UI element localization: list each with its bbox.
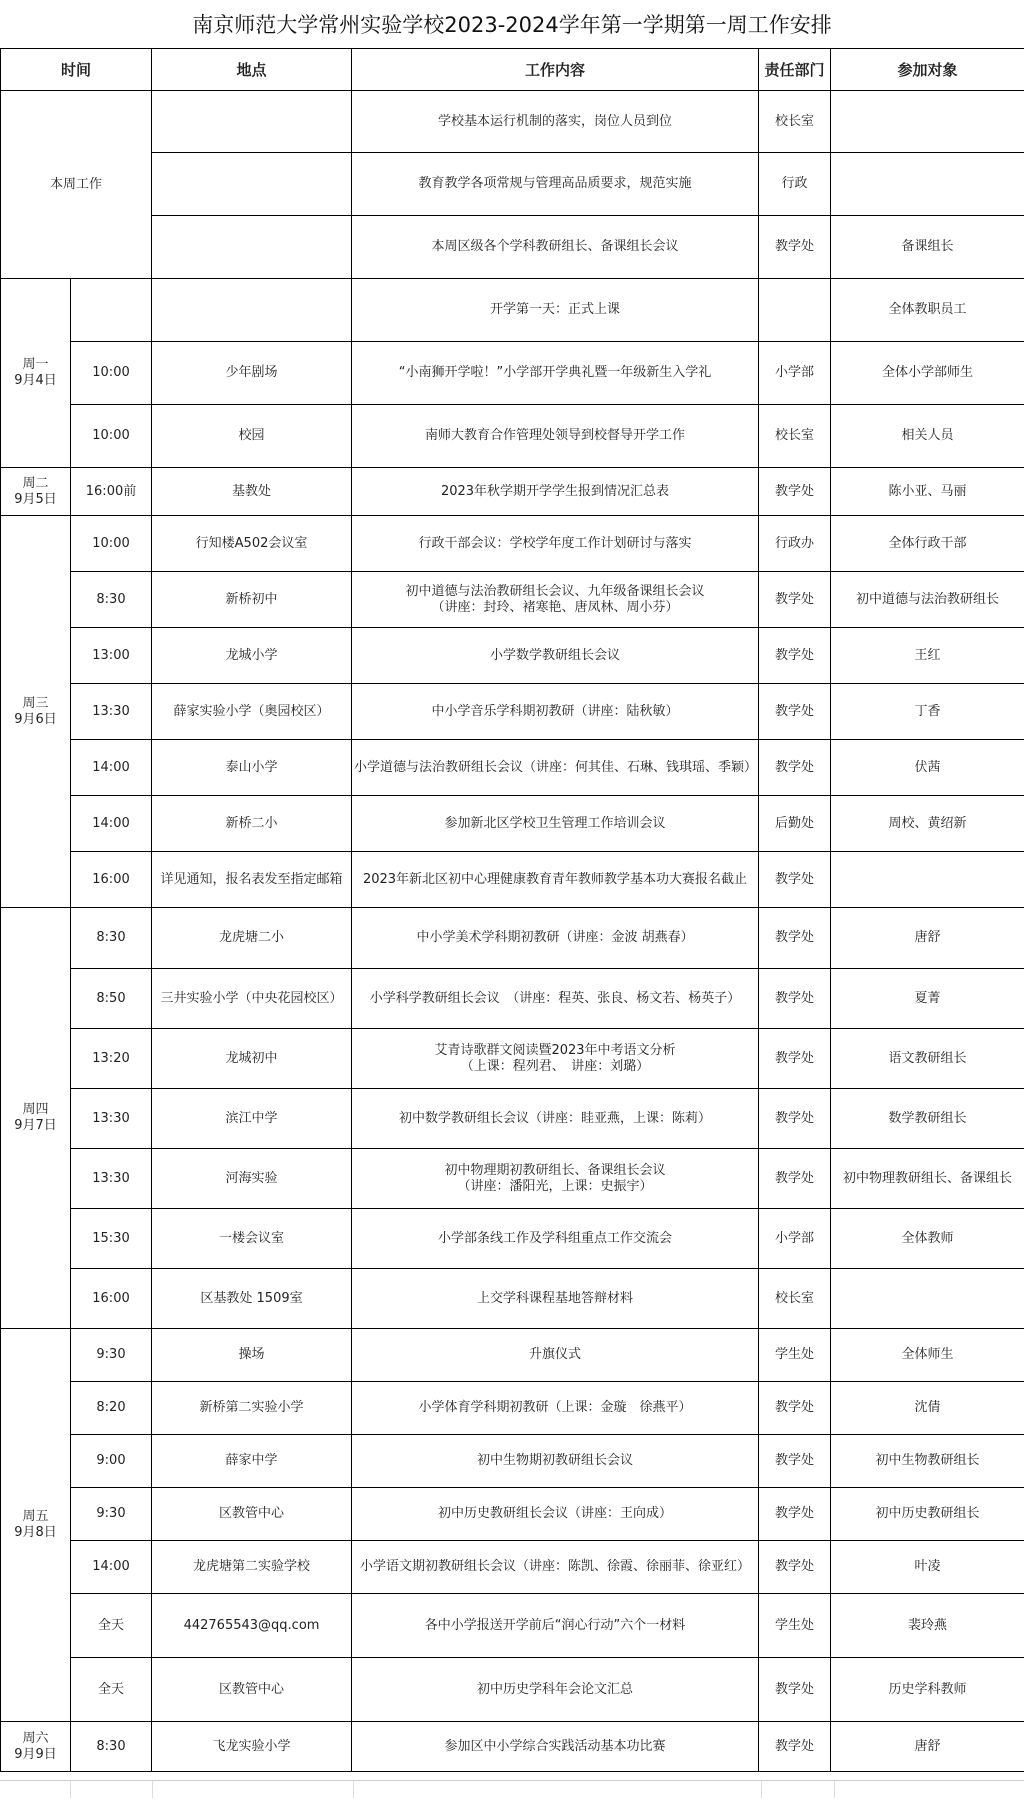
dept-cell: 教学处 [759,572,831,628]
location-cell: 龙虎塘二小 [152,908,352,969]
time-cell: 10:00 [71,516,152,572]
location-cell: 操场 [152,1329,352,1382]
time-cell: 13:20 [71,1029,152,1089]
table-row [1,852,1024,908]
dept-cell: 学生处 [759,1594,831,1658]
dept-cell: 行政 [759,153,831,216]
dept-cell: 学生处 [759,1329,831,1382]
dept-cell: 小学部 [759,342,831,405]
content-cell: 本周区级各个学科教研组长、备课组长会议 [352,216,759,279]
table-row [1,1149,1024,1209]
table-row [1,468,1024,516]
location-cell [152,91,352,153]
time-cell: 14:00 [71,1541,152,1594]
participants-cell [831,91,1024,153]
participants-cell: 夏菁 [831,969,1024,1029]
participants-cell: 全体师生 [831,1329,1024,1382]
table-row [1,908,1024,969]
location-cell [152,153,352,216]
location-cell: 区教管中心 [152,1488,352,1541]
location-cell: 详见通知，报名表发至指定邮箱 [152,852,352,908]
participants-cell: 丁香 [831,684,1024,740]
content-cell: 小学科学教研组长会议 （讲座：程英、张良、杨文若、杨英子） [352,969,759,1029]
table-row [1,1658,1024,1722]
day-label-cell: 周二 9月5日 [1,468,71,516]
participants-cell: 陈小亚、马丽 [831,468,1024,516]
participants-cell: 初中生物教研组长 [831,1435,1024,1488]
location-cell: 行知楼A502会议室 [152,516,352,572]
content-cell: 初中生物期初教研组长会议 [352,1435,759,1488]
table-row [1,796,1024,852]
location-cell: 飞龙实验小学 [152,1722,352,1772]
table-row [1,279,1024,342]
participants-cell: 王红 [831,628,1024,684]
content-cell: 中小学音乐学科期初教研（讲座：陆秋敏） [352,684,759,740]
content-cell: 小学道德与法治教研组长会议（讲座：何其佳、石琳、钱琪瑶、季颖） [352,740,759,796]
table-row [1,740,1024,796]
dept-cell: 教学处 [759,1029,831,1089]
dept-cell: 教学处 [759,684,831,740]
participants-cell: 初中物理教研组长、备课组长 [831,1149,1024,1209]
dept-cell: 教学处 [759,1149,831,1209]
content-cell: 小学数学教研组长会议 [352,628,759,684]
time-cell: 8:50 [71,969,152,1029]
participants-cell: 备课组长 [831,216,1024,279]
day-label-cell: 周三 9月6日 [1,516,71,908]
table-row [1,628,1024,684]
location-cell: 区基教处 1509室 [152,1269,352,1329]
participants-cell: 全体教职员工 [831,279,1024,342]
content-cell: 初中物理期初教研组长、备课组长会议 （讲座：潘阳光，上课：史振宇） [352,1149,759,1209]
participants-cell: 唐舒 [831,908,1024,969]
content-cell: 开学第一天：正式上课 [352,279,759,342]
table-row [1,1541,1024,1594]
location-cell: 龙虎塘第二实验学校 [152,1541,352,1594]
time-cell: 10:00 [71,405,152,468]
content-cell: 参加区中小学综合实践活动基本功比赛 [352,1722,759,1772]
time-cell: 16:00 [71,1269,152,1329]
participants-cell: 叶凌 [831,1541,1024,1594]
time-cell: 8:30 [71,1722,152,1772]
dept-cell: 教学处 [759,969,831,1029]
dept-cell: 教学处 [759,216,831,279]
location-cell: 三井实验小学（中央花园校区） [152,969,352,1029]
participants-cell: 周校、黄绍新 [831,796,1024,852]
table-row [1,405,1024,468]
location-cell: 龙城初中 [152,1029,352,1089]
location-cell: 442765543@qq.com [152,1594,352,1658]
location-cell [152,216,352,279]
content-cell: 2023年新北区初中心理健康教育青年教师教学基本功大赛报名截止 [352,852,759,908]
participants-cell: 裴玲燕 [831,1594,1024,1658]
content-cell: 小学语文期初教研组长会议（讲座：陈凯、徐霞、徐丽菲、徐亚红） [352,1541,759,1594]
week-label-cell: 本周工作 [1,91,152,279]
time-cell: 13:30 [71,1089,152,1149]
content-cell: 中小学美术学科期初教研（讲座：金波 胡燕春） [352,908,759,969]
participants-cell: 历史学科教师 [831,1658,1024,1722]
table-row [1,153,1024,216]
header-row [1,49,1024,91]
participants-cell: 初中道德与法治教研组长 [831,572,1024,628]
participants-cell: 相关人员 [831,405,1024,468]
dept-cell: 小学部 [759,1209,831,1269]
participants-cell: 数学教研组长 [831,1089,1024,1149]
header-participants: 参加对象 [831,49,1024,91]
content-cell: 上交学科课程基地答辩材料 [352,1269,759,1329]
header-time: 时间 [1,49,152,91]
content-cell: 南师大教育合作管理处领导到校督导开学工作 [352,405,759,468]
participants-cell: 全体行政干部 [831,516,1024,572]
participants-cell [831,1269,1024,1329]
dept-cell: 教学处 [759,468,831,516]
dept-cell: 校长室 [759,1269,831,1329]
location-cell: 少年剧场 [152,342,352,405]
time-cell: 9:30 [71,1329,152,1382]
dept-cell: 校长室 [759,405,831,468]
participants-cell: 沈倩 [831,1382,1024,1435]
time-cell: 14:00 [71,796,152,852]
page-title: 南京师范大学常州实验学校2023-2024学年第一学期第一周工作安排 [0,0,1024,48]
location-cell: 薛家中学 [152,1435,352,1488]
table-row [1,572,1024,628]
table-row [1,1488,1024,1541]
participants-cell: 全体教师 [831,1209,1024,1269]
location-cell: 薛家实验小学（奥园校区） [152,684,352,740]
time-cell: 16:00前 [71,468,152,516]
table-row [1,1029,1024,1089]
participants-cell [831,153,1024,216]
table-row [1,516,1024,572]
table-row [1,969,1024,1029]
dept-cell: 教学处 [759,852,831,908]
location-cell: 一楼会议室 [152,1209,352,1269]
content-cell: 教育教学各项常规与管理高品质要求，规范实施 [352,153,759,216]
dept-cell: 教学处 [759,1488,831,1541]
dept-cell: 教学处 [759,628,831,684]
location-cell: 基教处 [152,468,352,516]
time-cell: 16:00 [71,852,152,908]
table-row [1,91,1024,153]
time-cell: 13:00 [71,628,152,684]
dept-cell: 行政办 [759,516,831,572]
time-cell: 全天 [71,1658,152,1722]
content-cell: 升旗仪式 [352,1329,759,1382]
content-cell: 初中数学教研组长会议（讲座：眭亚燕，上课：陈莉） [352,1089,759,1149]
table-row [1,1269,1024,1329]
location-cell: 滨江中学 [152,1089,352,1149]
participants-cell: 唐舒 [831,1722,1024,1772]
content-cell: 初中道德与法治教研组长会议、九年级备课组长会议 （讲座：封玲、褚寒艳、唐凤林、周小芬） [352,572,759,628]
table-row [1,216,1024,279]
time-cell: 14:00 [71,740,152,796]
time-cell: 8:30 [71,572,152,628]
dept-cell [759,279,831,342]
location-cell: 龙城小学 [152,628,352,684]
content-cell: 小学体育学科期初教研（上课：金璇 徐燕平） [352,1382,759,1435]
content-cell: 学校基本运行机制的落实，岗位人员到位 [352,91,759,153]
time-cell: 全天 [71,1594,152,1658]
dept-cell: 教学处 [759,1089,831,1149]
content-cell: 艾青诗歌群文阅读暨2023年中考语文分析 （上课：程列君、 讲座：刘璐） [352,1029,759,1089]
time-cell: 10:00 [71,342,152,405]
time-cell [71,279,152,342]
participants-cell: 全体小学部师生 [831,342,1024,405]
table-row [1,1594,1024,1658]
dept-cell: 教学处 [759,1658,831,1722]
day-label-cell: 周一 9月4日 [1,279,71,468]
content-cell: 行政干部会议：学校学年度工作计划研讨与落实 [352,516,759,572]
dept-cell: 教学处 [759,1541,831,1594]
dept-cell: 教学处 [759,740,831,796]
table-row [1,1089,1024,1149]
day-label-cell: 周六 9月9日 [1,1722,71,1772]
location-cell: 校园 [152,405,352,468]
participants-cell [831,852,1024,908]
location-cell: 新桥第二实验小学 [152,1382,352,1435]
schedule-table [0,48,1024,1772]
table-row [1,684,1024,740]
location-cell: 新桥二小 [152,796,352,852]
header-content: 工作内容 [352,49,759,91]
location-cell: 区教管中心 [152,1658,352,1722]
content-cell: “小南狮开学啦！”小学部开学典礼暨一年级新生入学礼 [352,342,759,405]
content-cell: 初中历史学科年会论文汇总 [352,1658,759,1722]
time-cell: 15:30 [71,1209,152,1269]
table-row [1,1722,1024,1772]
day-label-cell: 周四 9月7日 [1,908,71,1329]
dept-cell: 教学处 [759,1722,831,1772]
content-cell: 小学部条线工作及学科组重点工作交流会 [352,1209,759,1269]
header-location: 地点 [152,49,352,91]
participants-cell: 伏茜 [831,740,1024,796]
table-row [1,1382,1024,1435]
content-cell: 2023年秋学期开学学生报到情况汇总表 [352,468,759,516]
sheet-gridline-strip [0,1780,1024,1798]
time-cell: 13:30 [71,1149,152,1209]
table-row [1,1329,1024,1382]
dept-cell: 校长室 [759,91,831,153]
location-cell: 河海实验 [152,1149,352,1209]
dept-cell: 教学处 [759,1382,831,1435]
dept-cell: 教学处 [759,1435,831,1488]
location-cell: 泰山小学 [152,740,352,796]
time-cell: 13:30 [71,684,152,740]
time-cell: 9:30 [71,1488,152,1541]
time-cell: 9:00 [71,1435,152,1488]
table-row [1,1209,1024,1269]
time-cell: 8:30 [71,908,152,969]
participants-cell: 语文教研组长 [831,1029,1024,1089]
header-dept: 责任部门 [759,49,831,91]
dept-cell: 教学处 [759,908,831,969]
location-cell: 新桥初中 [152,572,352,628]
content-cell: 各中小学报送开学前后“润心行动”六个一材料 [352,1594,759,1658]
content-cell: 参加新北区学校卫生管理工作培训会议 [352,796,759,852]
table-row [1,342,1024,405]
content-cell: 初中历史教研组长会议（讲座：王向成） [352,1488,759,1541]
location-cell [152,279,352,342]
table-row [1,1435,1024,1488]
time-cell: 8:20 [71,1382,152,1435]
participants-cell: 初中历史教研组长 [831,1488,1024,1541]
dept-cell: 后勤处 [759,796,831,852]
day-label-cell: 周五 9月8日 [1,1329,71,1722]
